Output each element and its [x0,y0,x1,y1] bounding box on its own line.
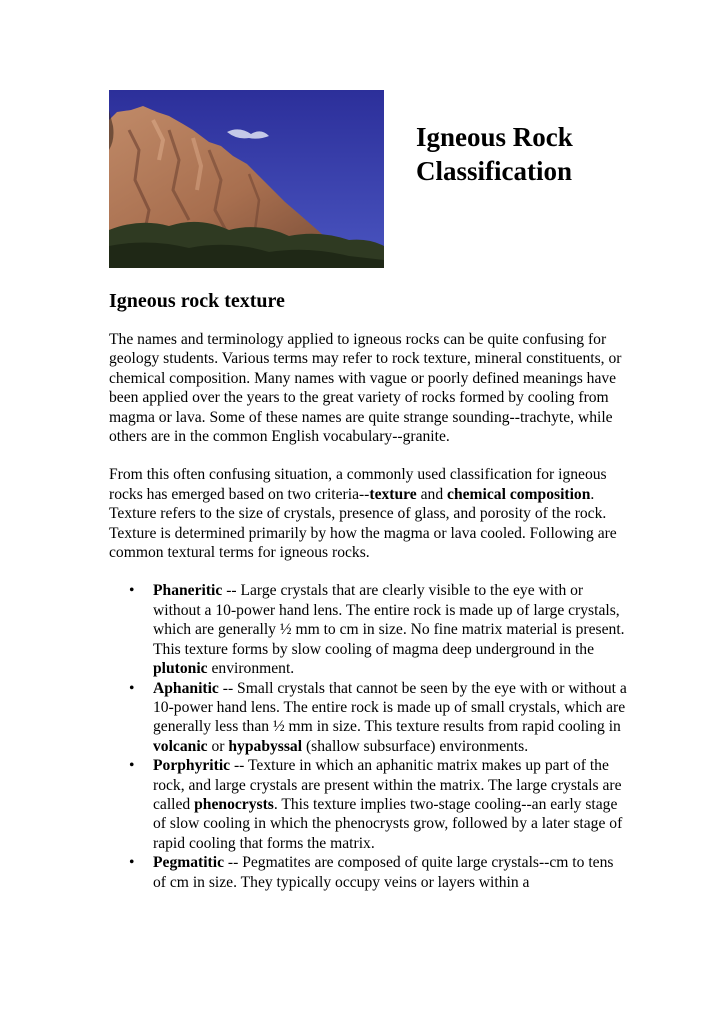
p2-text-a: From this often confusing situation, a commonly used classification for igneous rocks has emerged based on two criteria-- [109,466,607,503]
list-item-pegmatitic [129,853,629,892]
list-item-aphanitic [129,679,629,757]
term-porphyritic: Porphyritic [153,757,231,775]
term-hypabyssal: hypabyssal [228,737,303,755]
term-chemical-composition: chemical composition [447,485,591,503]
term-plutonic: plutonic [153,660,208,678]
document-title [416,120,696,188]
body-text [109,330,629,892]
aphanitic-text-3: (shallow subsurface) environments. [302,737,529,755]
term-aphanitic: Aphanitic [153,679,219,697]
title-line-1: Igneous Rock [416,122,573,152]
section-heading: Igneous rock texture [109,290,285,312]
list-item-porphyritic [129,756,629,853]
term-volcanic: volcanic [153,737,208,755]
aphanitic-text-2: or [207,737,229,755]
phaneritic-text-1: -- Large crystals that are clearly visible to the eye with or without a 10-power hand lens. The entire rock is made up of large crystals, which are generally ½ mm to cm in size. No fine matrix material is present. This texture forms by slow cooling of magma deep underground in the [153,582,625,658]
aphanitic-text-1: -- Small crystals that cannot be seen by the eye with or without a 10-power hand lens. The entire rock is made up of small crystals, which are generally less than ½ mm in size. This texture results from rapid cooling in [153,679,627,736]
porphyritic-text-2: . This texture implies two-stage cooling--an early stage of slow cooling in which the phenocrysts grow, followed by a later stage of rapid cooling that forms the matrix. [153,795,623,852]
bullet-icon: • [129,582,135,600]
paragraph-intro: The names and terminology applied to igneous rocks can be quite confusing for geology students. Various terms may refer to rock texture, mineral constituents, or chemical composition. Many names with vague or poorly defined meanings have been applied over the years to the great variety of rocks formed by cooling from magma or lava. Some of these names are quite strange sounding--trachyte, while others are in the common English vocabulary--granite. [109,331,622,446]
term-pegmatitic: Pegmatitic [153,854,225,872]
list-item-phaneritic [129,581,629,678]
bullet-icon: • [129,854,135,872]
texture-list [109,581,629,892]
term-texture: texture [369,485,417,503]
term-phenocrysts: phenocrysts [194,795,274,813]
title-line-2: Classification [416,156,573,186]
term-phaneritic: Phaneritic [153,582,223,600]
bullet-icon: • [129,757,135,775]
phaneritic-text-2: environment. [207,660,295,678]
p2-text-e: . Texture refers to the size of crystals, presence of glass, and porosity of the rock. Texture is determined primarily by how the magma or lava cooled. Following are common textural terms for igneous rocks. [109,485,617,562]
porphyritic-text-1: -- Texture in which an aphanitic matrix makes up part of the rock, and large crystals are present within the matrix. The large crystals are called [153,757,622,813]
paragraph-classification [109,465,629,562]
p2-text-c: and [416,485,448,503]
pegmatitic-text-1: -- Pegmatites are composed of quite large crystals--cm to tens of cm in size. They typically occupy veins or layers within a [153,854,614,891]
rock-outcrop-photo [109,90,384,268]
bullet-icon: • [129,679,135,697]
